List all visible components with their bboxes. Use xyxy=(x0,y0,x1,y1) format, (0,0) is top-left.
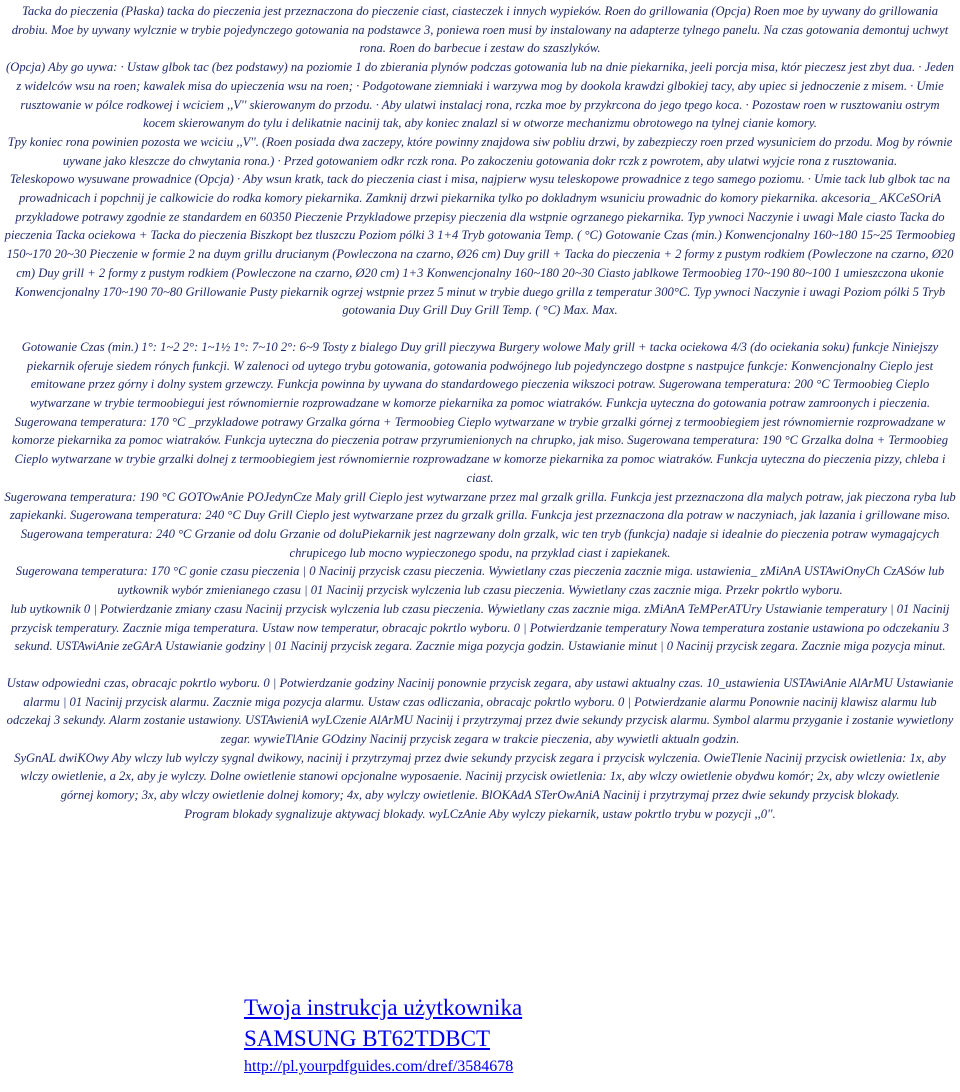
paragraph-baking-tray: Tacka do pieczenia (Płaska) tacka do pieczenia jest przeznaczona do pieczenie ciast, ciasteczek i innych wypieków. Roen do grillowania (Opcja) Roen moe by uywany do grillowania drobiu. Moe by uywany wylcznie w trybie pojedynczego gotowania na podstawce 3, poniewa roen musi by instalowany na adapterze tylnego panelu. Na czas gotowania demontuj uchwyt rona. Roen do barbecue i zestaw do szaszlyków. xyxy=(11,4,949,56)
paragraph-time-settings: Sugerowana temperatura: 170 °C gonie czasu pieczenia | 0 Nacinij przycisk czasu pieczenia. Wywietlany czas pieczenia zacznie miga. ustawienia_ zMiAnA USTAwiOnyCh CzASów lub uytkownik wybór zmienianego czasu | 01 Nacinij przycisk wylczenia lub czasu pieczenia. Wywietlany czas zacznie miga. Przekr pokrtlo wyboru. xyxy=(15,564,945,598)
source-url-link[interactable]: http://pl.yourpdfguides.com/dref/3584678 xyxy=(244,1058,514,1075)
paragraph-spit-end: Tpy koniec rona powinien pozosta we wciciu ,,V''. (Roen posiada dwa zaczepy, które powinny znajdowa siw pobliu drzwi, by zabezpieczy roen przed wysuniciem do przodu. Mog by równie uywane jako kleszcze do chwytania rona.) · Przed gotowaniem odkr rczk rona. Po zakoczeniu gotowania dokr rczk z powrotem, aby ulatwi wyjcie rona z rusztowania. xyxy=(7,134,953,168)
paragraph-temperature-clock: lub uytkownik 0 | Potwierdzanie zmiany czasu Nacinij przycisk wylczenia lub czasu pieczenia. Wywietlany czas zacznie miga. zMiAnA TeMPerATUry Ustawianie temperatury | 01 Nacinij przycisk temperatury. Zacznie miga temperatura. Ustaw now temperatur, obracajc pokrtlo wyboru. 0 | Potwierdzanie temperatury Nowa temperatura zostanie ustawiona po odczekaniu 3 sekund. USTAwiAnie zeGArA Ustawianie godziny | 01 Nacinij przycisk zegara. Zacznie miga pozycja godzin. Ustawianie minut | 0 Nacinij przycisk zegara. Zacznie miga pozycja minut. xyxy=(10,601,950,654)
document-body xyxy=(4,2,956,824)
paragraph-grill-modes: Sugerowana temperatura: 190 °C GOTOwAnie POJedynCze Maly grill Cieplo jest wytwarzane przez mal grzalk grilla. Funkcja jest przeznaczona dla malych potraw, jak pieczona ryba lub zapiekanki. Sugerowana temperatura: 240 °C Duy Grill Cieplo jest wytwarzane przez du grzalk grilla. Funkcja jest przeznaczona dla potraw w naczyniach, jak lazania i grillowane miso. Sugerowana temperatura: 240 °C Grzanie od dolu Grzanie od doluPiekarnik jest nagrzewany doln grzalk, wic ten tryb (funkcja) nadaje si idealnie do pieczenia potraw wymagajcych chrupicego lub mocno wypieczonego spodu, na przyklad ciast i zapiekanek. xyxy=(4,489,956,560)
paragraph-gap xyxy=(4,320,956,338)
paragraph-alarm: Ustaw odpowiedni czas, obracajc pokrtlo wyboru. 0 | Potwierdzanie godziny Nacinij ponownie przycisk zegara, aby ustawi aktualny czas. 10_ustawienia USTAwiAnie AlArMU Ustawianie alarmu | 01 Nacinij przycisk alarmu. Zacznie miga pozycja alarmu. Ustaw czas odliczania, obracajc pokrtlo wyboru. 0 | Potwierdzanie alarmu Ponownie nacinij klawisz alarmu lub odczekaj 3 sekundy. Alarm zostanie ustawiony. USTAwieniA wyLCzenie AlArMU Nacinij i przytrzymaj przez dwie sekundy przycisk alarmu. Symbol alarmu przyganie i zostanie wywietlony zegar. wywieTlAnie GOdziny Nacinij przycisk zegara w trakcie pieczenia, aby wywietli aktualn godzin. xyxy=(6,675,954,747)
paragraph-gap xyxy=(4,656,956,674)
footer-links xyxy=(244,992,804,1078)
manual-title-link[interactable]: Twoja instrukcja użytkownika xyxy=(244,995,523,1020)
product-model-link[interactable]: SAMSUNG BT62TDBCT xyxy=(244,1026,491,1051)
paragraph-telescopic-rails: Teleskopowo wysuwane prowadnice (Opcja) · Aby wsun kratk, tack do pieczenia ciast i misa, najpierw wysu teleskopowe prowadnice z tego samego poziomu. · Umie tack lub glbok tac na prowadnicach i popchnij je calkowicie do rodka komory piekarnika. Zamknij drzwi piekarnika tylko po dokladnym wsuniciu prowadnic do komory piekarnika. akcesoria_ AKCeSOriA przykladowe potrawy zgodnie ze standardem en 60350 Pieczenie Przykladowe przepisy pieczenia dla wstpnie ogrzanego piekarnika. Typ ywnoci Naczynie i uwagi Male ciasto Tacka do pieczenia Tacka ociekowa + Tacka do pieczenia Biszkopt bez tluszczu Poziom pólki 3 1+4 Tryb gotowania Temp. ( °C) Gotowanie Czas (min.) Konwencjonalny 160~180 15~25 Termoobieg 150~170 20~30 Pieczenie w formie 2 na duym grillu drucianym (Powleczona na czarno, Ø26 cm) Duy grill + Tacka do pieczenia + 2 formy z pustym rodkiem (Powleczone na czarno, Ø20 cm) Duy grill + 2 formy z pustym rodkiem (Powleczone na czarno, Ø20 cm) 1+3 Konwencjonalny 160~180 20~30 Ciasto jablkowe Termoobieg 170~190 80~100 1 umieszczona ukonie Konwencjonalny 170~190 70~80 Grillowanie Pusty piekarnik ogrzej wstpnie przez 5 minut w trybie duego grilla z temperatur 300°C. Typ ywnoci Naczynie i uwagi Poziom pólki 5 Tryb gotowania Duy Grill Duy Grill Temp. ( °C) Max. Max. xyxy=(4,172,956,318)
paragraph-cooking-functions: Gotowanie Czas (min.) 1°: 1~2 2°: 1~1½ 1°: 7~10 2°: 6~9 Tosty z bialego Duy grill pieczywa Burgery wolowe Maly grill + tacka ociekowa 4/3 (do ociekania soku) funkcje Niniejszy piekarnik oferuje siedem rónych funkcji. W zalenoci od uytego trybu gotowania, gotowania podwójnego lub pojedynczego dostpne s nastpujce funkcje: Konwencjonalny Cieplo jest emitowane przez górny i dolny system grzewczy. Funkcja powinna by uywana do standardowego pieczenia wikszoci potraw. Sugerowana temperatura: 200 °C Termoobieg Cieplo wytwarzane w trybie termoobiegui jest równomiernie rozprowadzane w komorze piekarnika za pomoc wiatraków. Funkcja uyteczna do gotowania potraw zamroonych i pieczenia. Sugerowana temperatura: 170 °C _przykladowe potrawy Grzalka górna + Termoobieg Cieplo wytwarzane w trybie grzalki górnej z termoobiegiem jest równomiernie rozprowadzane w komorze piekarnika za pomoc wiatraków. Funkcja uyteczna do pieczenia potraw przyrumienionych na chrupko, jak miso. Sugerowana temperatura: 190 °C Grzalka dolna + Termoobieg Cieplo wytwarzane w trybie grzalki dolnej z termoobiegiem jest równomiernie rozprowadzane w komorze piekarnika za pomoc wiatraków. Funkcja uyteczna do pieczenia pizzy, chleba i ciast. xyxy=(11,339,949,485)
paragraph-lock-off: Program blokady sygnalizuje aktywacj blokady. wyLCzAnie Aby wylczy piekarnik, ustaw pokrtlo trybu w pozycji ,,0''. xyxy=(184,806,776,821)
paragraph-spit-usage: (Opcja) Aby go uywa: · Ustaw glbok tac (bez podstawy) na poziomie 1 do zbierania plynów podczas gotowania lub na dnie piekarnika, jeeli porcja misa, któr pieczesz jest zbyt dua. · Jeden z widelców wsu na roen; kawalek misa do upieczenia wsu na roen; · Podgotowane ziemniaki i warzywa mog by dookola krawdzi glbokiej tacy, aby upiec si jednoczenie z misem. · Umie rusztowanie w pólce rodkowej i wciciem ,,V'' skierowanym do przodu. · Aby ulatwi instalacj rona, rczka moe by przykrcona do jego tpego koca. · Pozostaw roen w rusztowaniu ostrym kocem skierowanym do tylu i delikatnie nacinij tak, aby koniec znalazl si w otworze mechanizmu obrotowego na tylnej cianie komory. xyxy=(6,60,954,131)
paragraph-sound-light-lock: SyGnAL dwiKOwy Aby wlczy lub wylczy sygnal dwikowy, nacinij i przytrzymaj przez dwie sekundy przycisk zegara i przycisk wylczenia. OwieTlenie Nacinij przycisk owietlenia: 1x, aby wlczy owietlenie, a 2x, aby je wylczy. Dolne owietlenie stanowi opcjonalne wyposaenie. Nacinij przycisk owietlenia: 1x, aby wlczy owietlenie obydwu komór; 2x, aby wlczy owietlenie górnej komory; 3x, aby wlczy owietlenie dolnej komory; 4x, aby wylczy owietlenie. BlOKAdA STerOwAniA Nacinij i przytrzymaj przez dwie sekundy przycisk blokady. xyxy=(14,750,946,803)
